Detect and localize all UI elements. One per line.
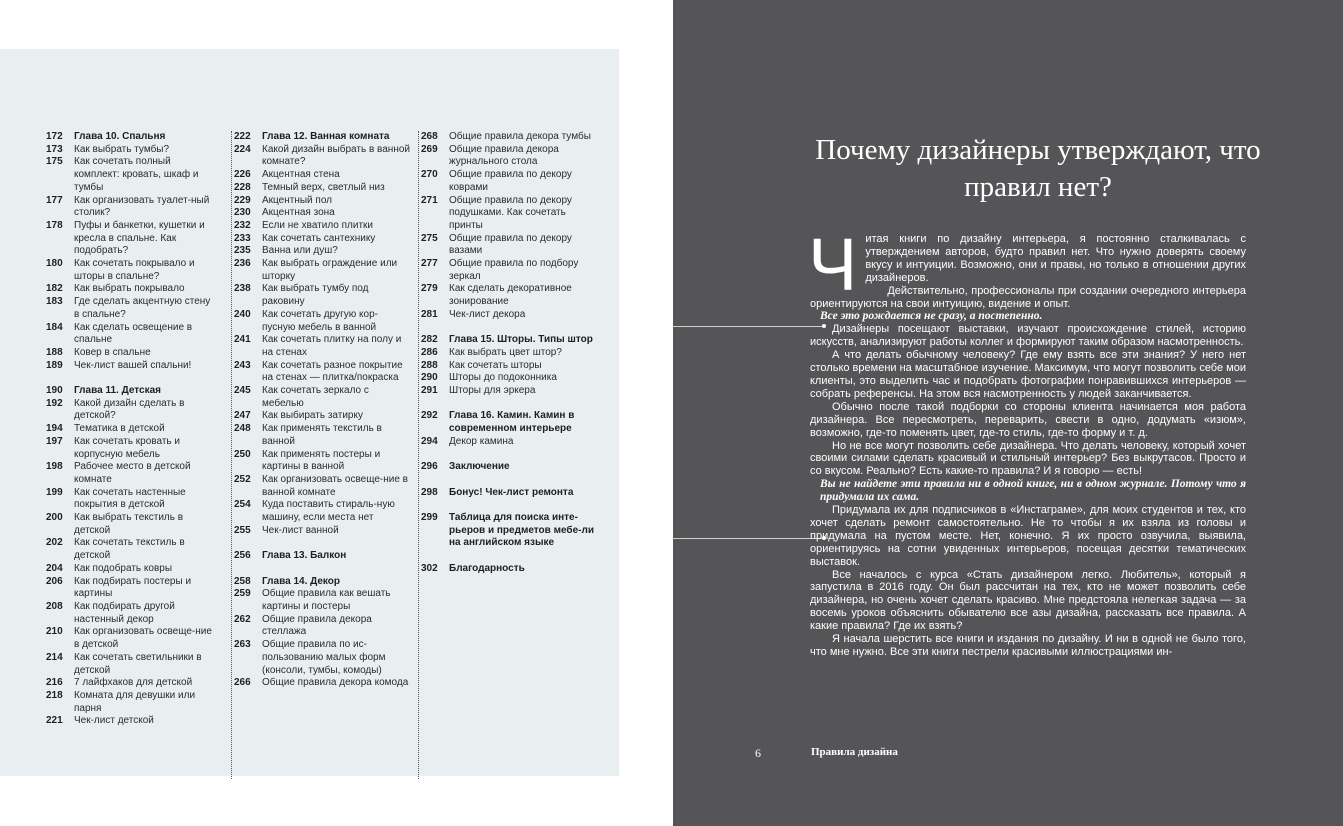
toc-page-number: 275 [421, 232, 438, 244]
toc-title: Куда поставить стираль-ную машину, если места нет [262, 499, 395, 524]
toc-entry [234, 639, 410, 677]
toc-entry [46, 283, 216, 296]
toc-title: Как сочетать светильники в детской [74, 651, 202, 676]
toc-page-number: 294 [421, 435, 438, 447]
toc-title: Как выбрать текстиль в детской [74, 512, 184, 536]
toc-entry [421, 258, 601, 283]
toc-page-number: 183 [46, 296, 63, 308]
toc-entry [46, 690, 216, 715]
toc-entry [46, 144, 216, 157]
toc-entry [46, 156, 216, 194]
toc-page-number: 271 [421, 194, 438, 206]
toc-title: Заключение [449, 461, 510, 473]
toc-page-number: 282 [421, 334, 438, 346]
article-body [808, 223, 1246, 659]
toc-title: Чек-лист ванной [262, 524, 339, 536]
toc-title: Какой дизайн выбрать в ванной комнате? [262, 143, 410, 168]
toc-entry [46, 436, 216, 461]
toc-page-number: 228 [234, 181, 251, 193]
toc-entry [234, 385, 410, 410]
toc-title: Как сделать освещение в спальне [74, 321, 193, 346]
toc-title: Как применять постеры и картины в ванной [262, 448, 381, 473]
toc-entry [234, 614, 410, 639]
toc-title: Чек-лист вашей спальни! [74, 359, 192, 371]
toc-page-number: 252 [234, 473, 251, 485]
toc-entry [46, 220, 216, 258]
pull-quote: Все это рождается не сразу, а постепенно. [820, 310, 1043, 323]
toc-title: Глава 14. Декор [262, 575, 341, 587]
toc-title: Как сочетать сантехнику [262, 232, 376, 244]
paragraph: Все началось с курса «Стать дизайнером легко. Любитель», который я запустила в 2016 году. Он был рассчитан на тех, кто не может позволить себе дизайнера, но очень хочет сделать красиво. Мне предстояла нелегкая задача — за восемь уроков объяснить обывателю все азы дизайна, рассказать все правила. А какие правила? Где их взять? [810, 568, 1246, 633]
toc-page-number: 259 [234, 588, 251, 600]
toc-page-number: 218 [46, 689, 63, 701]
toc-page-number: 189 [46, 359, 63, 371]
toc-chapter [421, 512, 601, 550]
toc-entry [234, 334, 410, 359]
toc-page-number: 241 [234, 334, 251, 346]
toc-entry [46, 398, 216, 423]
toc-page-number: 291 [421, 385, 438, 397]
page-number: 6 [755, 746, 761, 760]
toc-entry [234, 283, 410, 308]
toc-chapter [46, 385, 216, 398]
toc-title: Комната для девушки или парня [74, 689, 196, 714]
toc-title: Декор камина [449, 435, 514, 447]
toc-page-number: 290 [421, 372, 438, 384]
toc-title: Общие правила по подбору зеркал [449, 258, 579, 282]
toc-title: Таблица для поиска инте-рьеров и предметов мебе-ли на английском языке [449, 512, 594, 549]
toc-page-number: 238 [234, 283, 251, 295]
toc-title: Чек-лист декора [449, 308, 526, 320]
toc-page-number: 204 [46, 562, 63, 574]
toc-title: Как сочетать разное покрытие на стенах — плитка/покраска [262, 359, 403, 384]
toc-title: Как сочетать другую кор-пусную мебель в ванной [262, 308, 378, 333]
toc-title: Тематика в детской [74, 423, 165, 435]
toc-entry [46, 360, 216, 373]
toc-title: Ковер в спальне [74, 346, 151, 358]
drop-cap: Ч [808, 223, 858, 306]
toc-page-number: 266 [234, 677, 251, 689]
toc-page-number: 230 [234, 207, 251, 219]
toc-title: Как выбрать тумбы? [74, 143, 170, 155]
toc-page-number: 229 [234, 194, 251, 206]
toc-page-number: 247 [234, 410, 251, 422]
toc-title: Общие правила декора журнального стола [449, 143, 559, 168]
toc-entry [46, 461, 216, 486]
toc-title: Как выбрать ограждение или шторку [262, 258, 398, 282]
toc-page-number: 222 [234, 131, 251, 142]
toc-page-number: 256 [234, 550, 251, 562]
toc-title: Благодарность [449, 562, 525, 574]
toc-entry [46, 487, 216, 512]
toc-entry [421, 436, 601, 449]
paragraph: Я начала шерстить все книги и издания по дизайну. И ни в одной не было того, что мне нужно. Все эти книги пестрели красивыми иллюстрациями ин- [810, 633, 1246, 658]
toc-title: Рабочее место в детской комнате [74, 461, 191, 485]
toc-title: Шторы до подоконника [449, 372, 557, 384]
toc-page-number: 292 [421, 410, 438, 422]
paragraph: А что делать обычному человеку? Где ему взять все эти знания? У него нет столько времени на масштабное изучение. Максимум, что могут позволить себе мои клиенты, это выделить час и подобрать фотографии понравившихся интерьеров — собрать референсы. На этом вся насмотренность у людей заканчивается. [810, 349, 1246, 400]
toc-page-number: 263 [234, 639, 251, 651]
paragraph: Придумала их для подписчиков в «Инстаграме», для моих студентов и тех, кто хочет сделать ремонт самостоятельно. Не то чтобы я их взяла из головы и придумала на пустом месте. Нет, конечно. Я их просто озвучила, выявила, ориентируясь на сотни увиденных интерьеров, посещая десятки тематических выставок. [810, 504, 1246, 568]
toc-title: Акцентный пол [262, 194, 332, 206]
toc-entry [234, 169, 410, 182]
toc-title: Общие правила как вешать картины и постеры [262, 588, 391, 612]
toc-title: Как сочетать покрывало и шторы в спальне? [74, 258, 195, 282]
toc-entry [46, 563, 216, 576]
toc-title: Если не хватило плитки [262, 219, 373, 231]
toc-page-number: 299 [421, 512, 438, 524]
toc-page-number: 277 [421, 258, 438, 270]
toc-title: Как организовать туалет-ный столик? [74, 194, 210, 219]
toc-title: Глава 11. Детская [74, 385, 161, 397]
toc-title: Как выбрать цвет штор? [449, 346, 562, 358]
toc-page-number: 194 [46, 423, 63, 435]
toc-title: Шторы для эркера [449, 385, 536, 397]
toc-page-number: 254 [234, 499, 251, 511]
toc-page-number: 188 [46, 346, 63, 358]
toc-entry [46, 512, 216, 537]
toc-page-number: 279 [421, 283, 438, 295]
toc-title: Глава 10. Спальня [74, 131, 166, 142]
toc-divider [231, 131, 232, 779]
toc-title: Где сделать акцентную стену в спальне? [74, 296, 211, 320]
toc-title: Глава 12. Ванная комната [262, 131, 390, 142]
toc-entry [46, 537, 216, 562]
toc-entry [46, 677, 216, 690]
toc-entry [234, 499, 410, 524]
toc-entry [46, 423, 216, 436]
toc-title: Как сочетать плитку на полу и на стенах [262, 334, 402, 358]
toc-entry [234, 588, 410, 613]
toc-title: Общие правила по ис-пользованию малых форм (консоли, тумбы, комоды) [262, 639, 386, 676]
toc-title: Как выбрать покрывало [74, 283, 185, 295]
toc-entry [46, 258, 216, 283]
toc-entry [421, 169, 601, 194]
toc-entry [234, 258, 410, 283]
toc-page-number: 286 [421, 346, 438, 358]
toc-title: Общие правила по декору коврами [449, 169, 572, 193]
toc-title: Как применять текстиль в ванной [262, 423, 382, 447]
toc-entry [46, 601, 216, 626]
toc-page-number: 178 [46, 219, 63, 231]
toc-entry [234, 245, 410, 258]
toc-page-number: 206 [46, 575, 63, 587]
toc-entry [234, 309, 410, 334]
toc-title: Какой дизайн сделать в детской? [74, 397, 185, 422]
toc-entry [421, 144, 601, 169]
toc-title: Темный верх, светлый низ [262, 181, 385, 193]
toc-chapter [421, 461, 601, 474]
toc-page-number: 243 [234, 359, 251, 371]
toc-page-number: 208 [46, 601, 63, 612]
toc-page-number: 200 [46, 512, 63, 524]
toc-title: Чек-лист детской [74, 715, 154, 727]
toc-title: 7 лайфхаков для детской [74, 677, 193, 689]
toc-entry [46, 652, 216, 677]
pull-quote: Вы не найдете эти правила ни в одной книге, ни в одном журнале. Потому что я придумала их сама. [820, 478, 1246, 504]
toc-title: Как сочетать зеркало с мебелью [262, 385, 369, 409]
paragraph: Читая книги по дизайну интерьера, я постоянно сталкивалась с утверждением авторов, будто правил нет. Что нужно доверять своему вкусу и интуиции. Возможно, они и правы, но только в отношении других дизайнеров. [808, 223, 1246, 306]
toc-page-number: 248 [234, 423, 251, 435]
toc-page-number: 236 [234, 258, 251, 270]
running-title: Правила дизайна [811, 746, 898, 758]
toc-entry [46, 195, 216, 220]
toc-title: Как организовать освеще-ние в ванной комнате [262, 473, 408, 498]
toc-page-number: 255 [234, 524, 251, 536]
toc-page-number: 233 [234, 232, 251, 244]
toc-entry [234, 195, 410, 208]
toc-title: Как сочетать настенные покрытия в детской [74, 486, 186, 511]
toc-page-number: 258 [234, 575, 251, 587]
toc-title: Общие правила декора тумбы [449, 131, 591, 142]
toc-column-3 [421, 131, 601, 576]
toc-page-number: 214 [46, 651, 63, 663]
toc-page-number: 175 [46, 156, 63, 168]
toc-title: Как подбирать другой настенный декор [74, 601, 175, 625]
toc-chapter [421, 334, 601, 347]
toc-chapter [421, 563, 601, 576]
toc-title: Как подбирать постеры и картины [74, 575, 192, 600]
toc-entry [234, 220, 410, 233]
toc-title: Пуфы и банкетки, кушетки и кресла в спальне. Как подобрать? [74, 219, 205, 257]
toc-page-number: 269 [421, 143, 438, 155]
toc-chapter [46, 131, 216, 144]
toc-chapter [421, 410, 601, 435]
toc-title: Общие правила по декору подушками. Как сочетать принты [449, 194, 572, 231]
toc-page-number: 270 [421, 169, 438, 181]
toc-page-number: 202 [46, 537, 63, 549]
toc-title: Ванна или душ? [262, 245, 338, 257]
toc-page-number: 221 [46, 715, 63, 727]
toc-title: Глава 16. Камин. Камин в современном интерьере [449, 410, 575, 435]
toc-page-number: 184 [46, 321, 63, 333]
toc-page-number: 235 [234, 245, 251, 257]
quote-marker-line [673, 326, 823, 327]
toc-entry [421, 372, 601, 385]
toc-title: Бонус! Чек-лист ремонта [449, 486, 574, 498]
toc-page-number: 288 [421, 359, 438, 371]
toc-title: Общие правила по декору вазами [449, 232, 572, 257]
toc-page-number: 182 [46, 283, 63, 295]
toc-page-number: 224 [234, 143, 251, 155]
toc-entry [234, 410, 410, 423]
toc-title: Как сочетать шторы [449, 359, 542, 371]
toc-page-number: 226 [234, 169, 251, 181]
toc-entry [46, 347, 216, 360]
toc-page-number: 180 [46, 258, 63, 270]
toc-entry [46, 576, 216, 601]
toc-entry [421, 385, 601, 398]
toc-title: Общие правила декора стеллажа [262, 613, 372, 638]
toc-page [0, 49, 619, 776]
paragraph: Обычно после такой подборки со стороны клиента начинается моя работа дизайнера. Все пересмотреть, переварить, свести в одно, додумать «изюм», возможно, где-то поменять цвет, где-то стиль, где-то форму и т. д. [810, 400, 1246, 439]
toc-entry [234, 182, 410, 195]
toc-entry [46, 626, 216, 651]
paragraph: Но не все могут позволить себе дизайнера. Что делать человеку, который хочет своими силами сделать красивый и стильный интерьер? Без выкрутасов. Просто и со вкусом. Реально? Есть какие-то правила? И я говорю — есть! [810, 439, 1246, 478]
toc-page-number: 216 [46, 677, 63, 689]
toc-entry [234, 525, 410, 538]
toc-entry [46, 296, 216, 321]
toc-entry [234, 474, 410, 499]
toc-entry [234, 144, 410, 169]
toc-chapter [234, 576, 410, 589]
toc-divider [418, 131, 419, 779]
toc-page-number: 302 [421, 562, 438, 574]
toc-title: Как сочетать полный комплект: кровать, шкаф и тумбы [74, 156, 199, 193]
toc-column-2 [234, 131, 410, 690]
toc-page-number: 210 [46, 626, 63, 638]
toc-entry [421, 233, 601, 258]
toc-column-1 [46, 131, 216, 728]
toc-entry [421, 309, 601, 322]
toc-chapter [421, 487, 601, 500]
toc-title: Общие правила декора комода [262, 677, 409, 689]
toc-entry [234, 360, 410, 385]
article-title: Почему дизайнеры утверждают, что правил нет? [815, 134, 1261, 203]
toc-page-number: 190 [46, 385, 63, 397]
paragraph: Дизайнеры посещают выставки, изучают происхождение стилей, историю искусств, анализируют работы коллег и формируют таким образом насмотренность. [810, 323, 1246, 349]
toc-entry [234, 233, 410, 246]
toc-page-number: 296 [421, 461, 438, 473]
toc-entry [421, 347, 601, 360]
toc-page-number: 198 [46, 461, 63, 473]
toc-entry [234, 207, 410, 220]
article-page [673, 0, 1343, 826]
toc-entry [234, 423, 410, 448]
toc-entry [46, 715, 216, 728]
toc-entry [421, 283, 601, 308]
toc-title: Как сделать декоративное зонирование [449, 283, 572, 308]
toc-page-number: 197 [46, 435, 63, 447]
toc-page-number: 281 [421, 308, 438, 320]
toc-entry [421, 195, 601, 233]
toc-entry [234, 677, 410, 690]
toc-title: Глава 13. Балкон [262, 550, 347, 562]
toc-page-number: 262 [234, 613, 251, 625]
toc-page-number: 172 [46, 131, 63, 142]
toc-page-number: 173 [46, 143, 63, 155]
paragraph: Действительно, профессионалы при создании очередного интерьера ориентируются на свои интуицию, видение и опыт. [810, 284, 1246, 310]
toc-entry [46, 322, 216, 347]
toc-title: Как организовать освеще-ние в детской [74, 626, 212, 651]
quote-marker-line [673, 538, 823, 539]
toc-page-number: 245 [234, 385, 251, 397]
toc-entry [421, 360, 601, 373]
toc-title: Как подобрать ковры [74, 562, 173, 574]
toc-page-number: 268 [421, 131, 438, 142]
toc-title: Как сочетать текстиль в детской [74, 537, 185, 562]
toc-title: Как выбрать тумбу под раковину [262, 283, 369, 308]
toc-title: Акцентная стена [262, 169, 340, 181]
toc-chapter [234, 131, 410, 144]
toc-page-number: 192 [46, 397, 63, 409]
toc-title: Акцентная зона [262, 207, 335, 219]
toc-page-number: 240 [234, 308, 251, 320]
toc-page-number: 250 [234, 448, 251, 460]
toc-page-number: 232 [234, 219, 251, 231]
toc-page-number: 199 [46, 486, 63, 498]
toc-chapter [234, 550, 410, 563]
toc-page-number: 177 [46, 194, 63, 206]
toc-page-number: 298 [421, 486, 438, 498]
toc-title: Как сочетать кровать и корпусную мебель [74, 435, 181, 460]
toc-title: Как выбирать затирку [262, 410, 363, 422]
toc-title: Глава 15. Шторы. Типы штор [449, 334, 593, 346]
toc-entry [234, 449, 410, 474]
toc-entry [421, 131, 601, 144]
